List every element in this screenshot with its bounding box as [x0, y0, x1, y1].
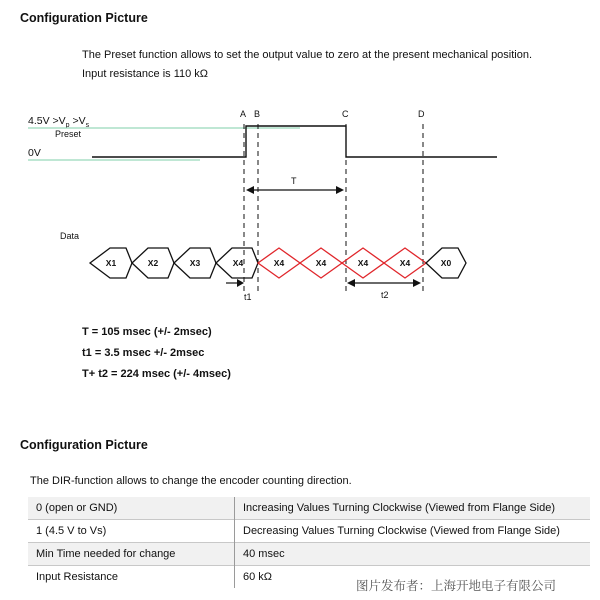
row-value: 60 kΩ — [243, 571, 273, 583]
t2-label: t2 — [381, 290, 389, 300]
preset-signal-waveform — [92, 126, 497, 157]
marker-dashed-lines — [244, 124, 423, 292]
table-row — [28, 497, 590, 520]
t1-dimension-arrow — [226, 279, 244, 287]
data-cell-x4-red4: X4 — [399, 258, 411, 268]
preset-label: Preset — [55, 129, 82, 139]
data-label: Data — [60, 231, 80, 241]
row-value: 40 msec — [243, 548, 285, 560]
data-cell-x2: X2 — [147, 258, 159, 268]
row-value: Decreasing Values Turning Clockwise (Viewed from Flange Side) — [243, 525, 560, 537]
t1-label: t1 — [244, 292, 252, 302]
data-cell-labels — [106, 258, 452, 268]
row-label: 0 (open or GND) — [28, 497, 235, 520]
marker-b: B — [254, 109, 261, 119]
marker-c: C — [342, 109, 349, 119]
row-label: 1 (4.5 V to Vs) — [28, 520, 235, 543]
marker-a: A — [240, 109, 247, 119]
t-label: T — [291, 176, 297, 186]
preset-description: The Preset function allows to set the output value to zero at the present mechanical position. — [82, 49, 533, 61]
dir-description: The DIR-function allows to change the encoder counting direction. — [30, 475, 352, 487]
marker-d: D — [418, 109, 425, 119]
preset-level-label: $4.5V >V_p >V_s$ — [28, 115, 90, 129]
row-label: Min Time needed for change — [28, 543, 235, 566]
t2-dimension-arrow — [347, 279, 421, 287]
data-cell-x4: X4 — [232, 258, 244, 268]
dir-spec-table — [28, 497, 590, 588]
watermark: 图片发布者：上海开地电子有限公司 — [356, 579, 557, 593]
data-cell-x4-red2: X4 — [315, 258, 327, 268]
formula-t1: t1 = 3.5 msec +/- 2msec — [82, 347, 205, 359]
input-resistance-text: Input resistance is 110 kΩ — [82, 68, 209, 80]
table-row — [28, 543, 590, 566]
data-cell-x4-red3: X4 — [357, 258, 369, 268]
table-row — [28, 520, 590, 543]
section1-heading: Configuration Picture — [20, 11, 148, 25]
row-label: Input Resistance — [28, 566, 235, 589]
t-dimension-arrow — [246, 186, 344, 194]
row-value: Increasing Values Turning Clockwise (Viewed from Flange Side) — [243, 502, 556, 514]
data-cell-x1: X1 — [105, 258, 117, 268]
data-cell-x4-red1: X4 — [273, 258, 285, 268]
section2-heading: Configuration Picture — [20, 438, 148, 452]
formula-t-plus-t2: T+ t2 = 224 msec (+/- 4msec) — [82, 368, 231, 380]
zero-level-label: 0V — [28, 147, 41, 159]
data-cell-x3: X3 — [189, 258, 201, 268]
formula-t: T = 105 msec (+/- 2msec) — [82, 326, 212, 338]
data-cell-x0: X0 — [440, 258, 452, 268]
